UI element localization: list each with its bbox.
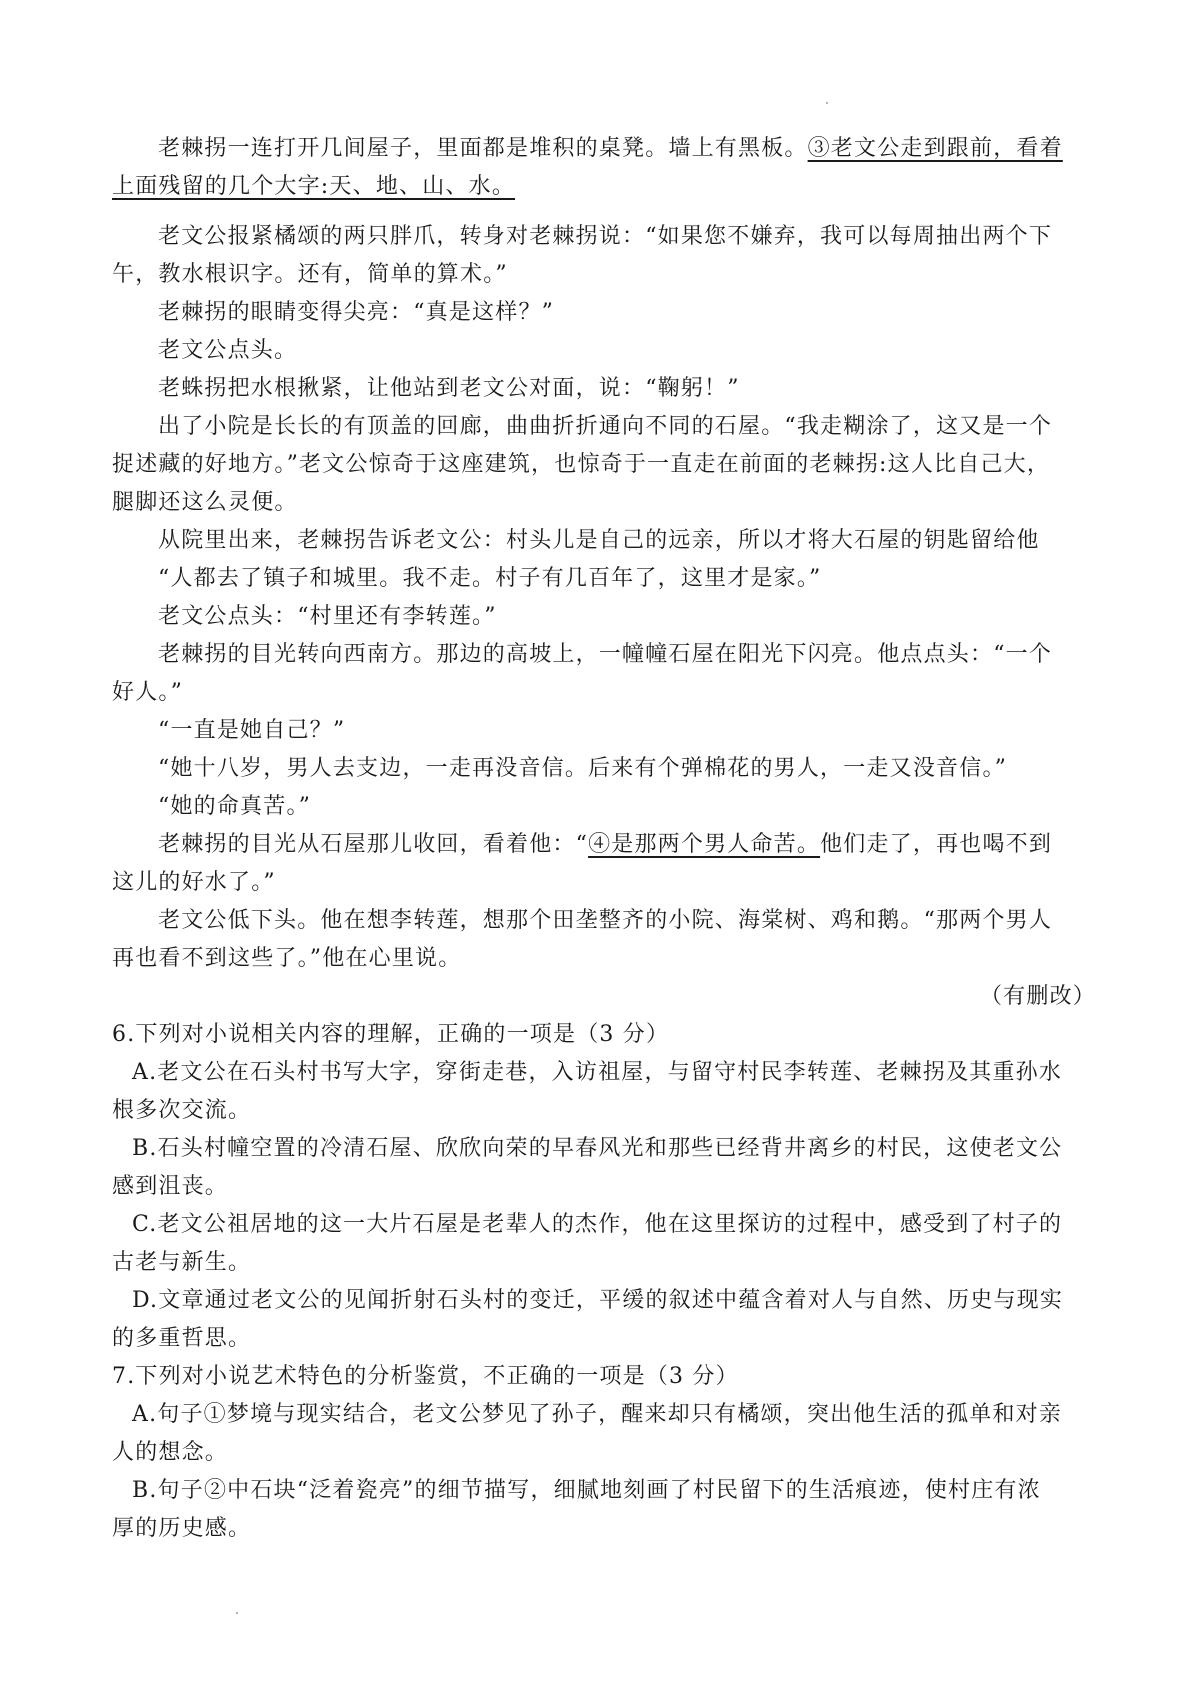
passage-line: 这儿的好水了。” <box>112 870 276 895</box>
passage-line <box>112 172 515 202</box>
question-6-stem: 6.下列对小说相关内容的理解，正确的一项是（3 分） <box>112 1022 670 1047</box>
scan-speck <box>826 102 828 104</box>
question-6-option-d: D.文章通过老文公的见闻折射石头村的变迁，平缓的叙述中蕴含着对人与自然、历史与现实 <box>132 1288 1064 1313</box>
passage-paragraph-8: 老文公点头：“村里还有李转莲。” <box>158 604 497 629</box>
option-continuation: 人的想念。 <box>112 1440 229 1465</box>
question-7-option-a: A.句子①梦境与现实结合，老文公梦见了孙子，醒来却只有橘颂，突出他生活的孤单和对亲 <box>132 1402 1063 1427</box>
source-note: （有删改） <box>979 984 1096 1009</box>
passage-line: 午，教水根识字。还有，简单的算术。” <box>112 262 508 287</box>
passage-paragraph-7: 从院里出来，老棘拐告诉老文公：村头儿是自己的远亲，所以才将大石屋的钥匙留给他 <box>158 528 1040 553</box>
option-continuation: 古老与新生。 <box>112 1250 252 1275</box>
passage-line: 腿脚还这么灵便。 <box>112 490 298 515</box>
passage-line: 好人。” <box>112 680 184 705</box>
question-7-stem: 7.下列对小说艺术特色的分析鉴赏，不正确的一项是（3 分） <box>112 1364 739 1389</box>
passage-paragraph-2: 老文公报紧橘颂的两只胖爪，转身对老棘拐说：“如果您不嫌弃，我可以每周抽出两个下 <box>158 224 1053 249</box>
passage-paragraph-12: “她的命真苦。” <box>158 794 312 819</box>
question-6-option-b: B.石头村幢空置的冷清石屋、欣欣向荣的早春风光和那些已经背井离乡的村民，这使老文公 <box>132 1136 1063 1161</box>
underlined-sentence-3-continued: 上面残留的几个大字:天、地、山、水。 <box>112 174 516 199</box>
passage-paragraph-6: 出了小院是长长的有顶盖的回廊，曲曲折折通向不同的石屋。“我走糊涂了，这又是一个 <box>158 414 1053 439</box>
passage-paragraph-5: 老蛛拐把水根揪紧，让他站到老文公对面，说：“鞠躬！” <box>158 376 740 401</box>
question-6-option-c: C.老文公祖居地的这一大片石屋是老辈人的杰作，他在这里探访的过程中，感受到了村子的 <box>132 1212 1063 1237</box>
question-6-option-a: A.老文公在石头村书写大字，穿街走巷，入访祖屋，与留守村民李转莲、老棘拐及其重孙水 <box>132 1060 1063 1085</box>
option-continuation: 根多次交流。 <box>112 1098 252 1123</box>
passage-paragraph-10: “一直是她自己？” <box>158 718 346 743</box>
underlined-sentence-3: ③老文公走到跟前，看着 <box>807 136 1063 161</box>
underlined-sentence-4: ④是那两个男人命苦。 <box>588 832 821 857</box>
option-continuation: 的多重哲思。 <box>112 1326 252 1351</box>
question-7-option-b: B.句子②中石块“泛着瓷亮”的细节描写，细腻地刻画了村民留下的生活痕迹，使村庄有浓 <box>132 1478 1041 1503</box>
passage-paragraph-4: 老文公点头。 <box>158 338 298 363</box>
option-continuation: 厚的历史感。 <box>112 1516 252 1541</box>
passage-line: “人都去了镇子和城里。我不走。村子有几百年了，这里才是家。” <box>158 566 822 591</box>
passage-paragraph-3: 老棘拐的眼睛变得尖亮：“真是这样？” <box>158 300 555 325</box>
passage-line: 再也看不到这些了。”他在心里说。 <box>112 946 462 971</box>
passage-paragraph-1: 老棘拐一连打开几间屋子，里面都是堆积的桌凳。墙上有黑板。③老文公走到跟前，看着 <box>158 136 1063 161</box>
scan-speck <box>236 1612 238 1614</box>
passage-paragraph-9: 老棘拐的目光转向西南方。那边的高坡上，一幢幢石屋在阳光下闪亮。他点点头：“一个 <box>158 642 1053 667</box>
passage-paragraph-11: “她十八岁，男人去支边，一走再没音信。后来有个弹棉花的男人，一走又没音信。” <box>158 756 1008 781</box>
passage-paragraph-14: 老文公低下头。他在想李转莲，想那个田垄整齐的小院、海棠树、鸡和鹅。“那两个男人 <box>158 908 1053 933</box>
option-continuation: 感到沮丧。 <box>112 1174 229 1199</box>
passage-line: 捉述藏的好地方。”老文公惊奇于这座建筑，也惊奇于一直走在前面的老棘拐:这人比自己大， <box>112 452 1051 477</box>
passage-paragraph-13: 老棘拐的目光从石屋那儿收回，看着他：“④是那两个男人命苦。他们走了，再也喝不到 <box>158 832 1053 857</box>
